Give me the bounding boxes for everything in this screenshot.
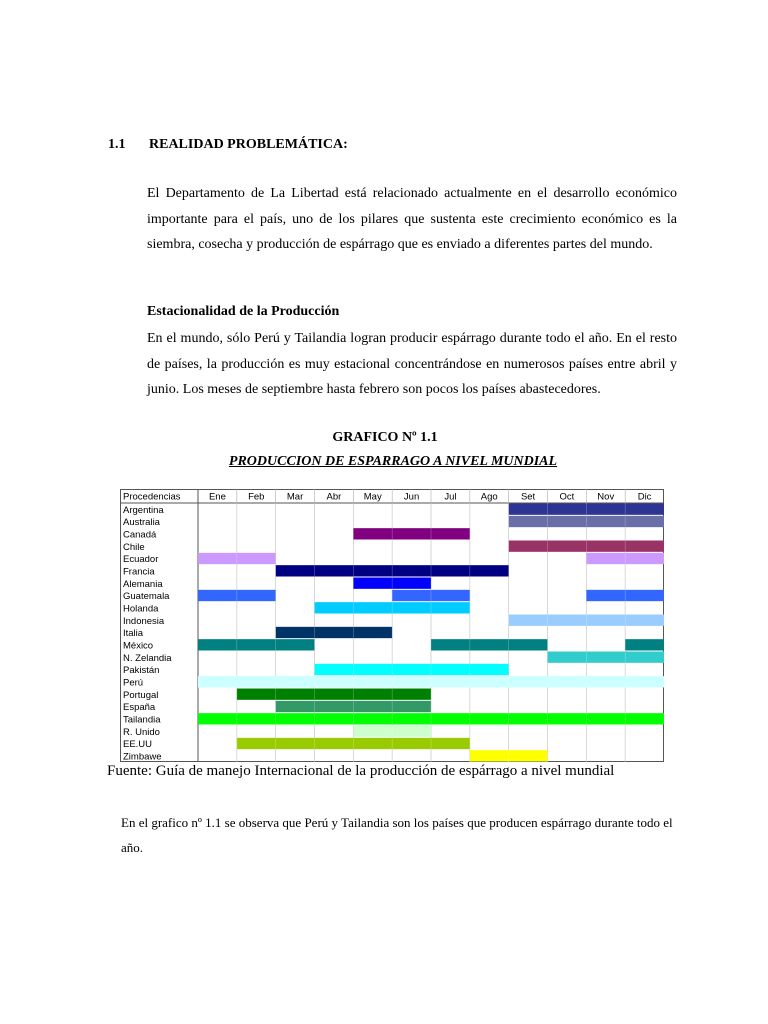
country-label: Zimbawe	[123, 751, 162, 762]
row-header-label: Procedencias	[123, 491, 181, 503]
subsection-paragraph: En el mundo, sólo Perú y Tailandia logran producir espárrago durante todo el año. En el resto de países, la producción es muy estacional concentrándose en numerosos países entre abril y junio. Los meses de septiembre hasta febrero son pocos los países abastecedores.	[147, 331, 677, 397]
country-label: Francia	[123, 566, 155, 578]
month-label-mar: Mar	[286, 491, 304, 503]
country-label: Indonesia	[123, 615, 165, 627]
production-bar	[276, 627, 393, 638]
month-label-abr: Abr	[326, 491, 342, 503]
country-label: España	[123, 702, 156, 714]
production-bar	[625, 639, 664, 650]
production-bar	[315, 664, 509, 675]
graphic-label: GRAFICO Nº 1.1	[332, 430, 438, 445]
country-label: Portugal	[123, 689, 159, 701]
country-label: Pakistán	[123, 665, 160, 677]
month-label-oct: Oct	[559, 491, 575, 503]
source-note: Fuente: Guía de manejo Internacional de la producción de espárrago a nivel mundial	[107, 763, 615, 779]
month-label-dic: Dic	[637, 491, 652, 503]
observation-text: En el grafico nº 1.1 se observa que Perú y Tailandia son los países que producen espárrago durante todo el año.	[121, 815, 673, 855]
month-label-ene: Ene	[208, 491, 226, 503]
month-label-nov: Nov	[597, 491, 615, 503]
country-label: EE.UU	[123, 739, 153, 751]
country-label: Chile	[123, 541, 145, 553]
month-label-feb: Feb	[248, 491, 265, 503]
country-label: R. Unido	[123, 726, 160, 738]
intro-paragraph: El Departamento de La Libertad está relacionado actualmente en el desarrollo económico importante para el país, uno de los pilares que sustenta este crecimiento económico es la siembra, cosecha y producción de espárrago que es enviado a diferentes partes del mundo.	[147, 186, 677, 252]
country-label: México	[123, 640, 154, 652]
country-label: Canadá	[123, 529, 157, 541]
section-title: REALIDAD PROBLEMÁTICA:	[149, 137, 348, 152]
graphic-title: PRODUCCION DE ESPARRAGO A NIVEL MUNDIAL	[228, 454, 558, 469]
month-label-may: May	[363, 491, 382, 503]
country-label: Argentina	[123, 504, 164, 516]
country-label: Italia	[123, 628, 144, 640]
country-label: N. Zelandia	[123, 652, 172, 664]
section-heading	[108, 137, 348, 153]
country-label: Perú	[123, 677, 144, 689]
production-bar	[431, 639, 548, 650]
production-bar	[237, 689, 431, 700]
production-bar	[198, 639, 315, 650]
subsection-title: Estacionalidad de la Producción	[147, 304, 340, 319]
month-label-jul: Jul	[444, 491, 457, 503]
production-bar	[548, 652, 665, 663]
month-label-set: Set	[520, 491, 536, 503]
production-bar	[353, 528, 470, 539]
country-label: Alemania	[123, 578, 163, 590]
country-label: Holanda	[123, 603, 159, 615]
production-gantt-chart	[120, 489, 664, 762]
country-label: Ecuador	[123, 554, 159, 566]
country-label: Guatemala	[123, 591, 170, 603]
country-label: Tailandia	[123, 714, 161, 726]
section-number: 1.1	[108, 137, 126, 152]
country-label: Australia	[123, 517, 160, 529]
month-label-ago: Ago	[480, 491, 498, 503]
month-label-jun: Jun	[403, 491, 420, 503]
